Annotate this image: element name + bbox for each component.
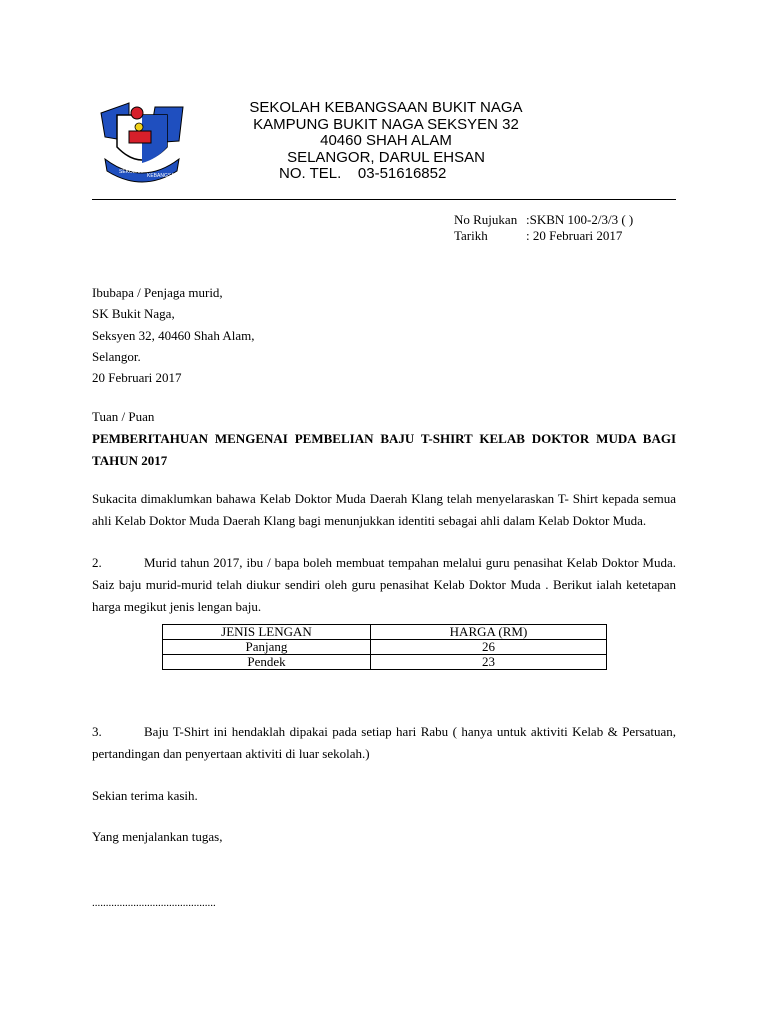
table-header: HARGA (RM)	[371, 625, 607, 640]
paragraph-text: Murid tahun 2017, ibu / bapa boleh membuat tempahan melalui guru penasihat Kelab Doktor Muda. Saiz baju murid-murid telah diukur sendiri oleh guru penasihat Kelab Doktor Muda . Berikut ialah ketetapan harga megikut jenis lengan baju.	[92, 555, 676, 614]
closing-duty: Yang menjalankan tugas,	[92, 829, 223, 844]
reference-block	[454, 212, 633, 244]
table-cell: Pendek	[163, 655, 371, 670]
recipient-date: 20 Februari 2017	[92, 370, 182, 386]
paragraph-number: 3.	[92, 724, 102, 739]
date-value: : 20 Februari 2017	[526, 228, 623, 243]
school-crest-icon	[99, 101, 185, 187]
school-address-line2: 40460 SHAH ALAM	[320, 132, 452, 149]
letterhead-divider	[92, 199, 676, 200]
table-cell: Panjang	[163, 640, 371, 655]
table-cell: 23	[371, 655, 607, 670]
recipient-line: Selangor.	[92, 348, 141, 364]
table-row	[163, 655, 607, 670]
crest-lettering-left: SEKOLAH	[119, 169, 143, 175]
letter-heading: PEMBERITAHUAN MENGENAI PEMBELIAN BAJU T-SHIRT KELAB DOKTOR MUDA BAGI TAHUN 2017	[92, 431, 676, 468]
salutation: Tuan / Puan	[92, 409, 155, 424]
date-label: Tarikh	[454, 228, 488, 243]
school-address-line3: SELANGOR, DARUL EHSAN	[287, 148, 485, 166]
recipient-line: Ibubapa / Penjaga murid,	[92, 285, 223, 300]
recipient-line: SK Bukit Naga,	[92, 306, 175, 322]
closing-thanks: Sekian terima kasih.	[92, 788, 198, 803]
paragraph-3	[92, 721, 676, 765]
table-header-row	[163, 625, 607, 640]
crest-lettering-right: KEBANGSAAN	[147, 173, 182, 179]
school-phone: NO. TEL. 03-51616852	[279, 165, 447, 182]
recipient-address	[92, 282, 255, 388]
table-header: JENIS LENGAN	[163, 625, 371, 640]
letterhead	[236, 100, 536, 183]
table-cell: 26	[371, 640, 607, 655]
price-table	[162, 624, 607, 670]
school-name: SEKOLAH KEBANGSAAN BUKIT NAGA	[249, 99, 523, 116]
ref-value: :SKBN 100-2/3/3 ( )	[526, 212, 634, 227]
ref-label: No Rujukan	[454, 212, 518, 227]
paragraph-number: 2.	[92, 555, 102, 570]
paragraph-text: Baju T-Shirt ini hendaklah dipakai pada setiap hari Rabu ( hanya untuk aktiviti Kelab & Persatuan, pertandingan dan penyertaan aktiviti di luar sekolah.)	[92, 724, 676, 761]
table-row	[163, 640, 607, 655]
recipient-line: Seksyen 32, 40460 Shah Alam,	[92, 327, 255, 343]
signature-line: .............................................	[92, 897, 216, 909]
school-address-line1: KAMPUNG BUKIT NAGA SEKSYEN 32	[253, 115, 519, 133]
paragraph-2	[92, 552, 676, 618]
paragraph-1: Sukacita dimaklumkan bahawa Kelab Doktor Muda Daerah Klang telah menyelaraskan T- Shirt kepada semua ahli Kelab Doktor Muda Daerah Klang bagi menunjukkan identiti sebagai ahli dalam Kelab Doktor Muda.	[92, 491, 676, 528]
